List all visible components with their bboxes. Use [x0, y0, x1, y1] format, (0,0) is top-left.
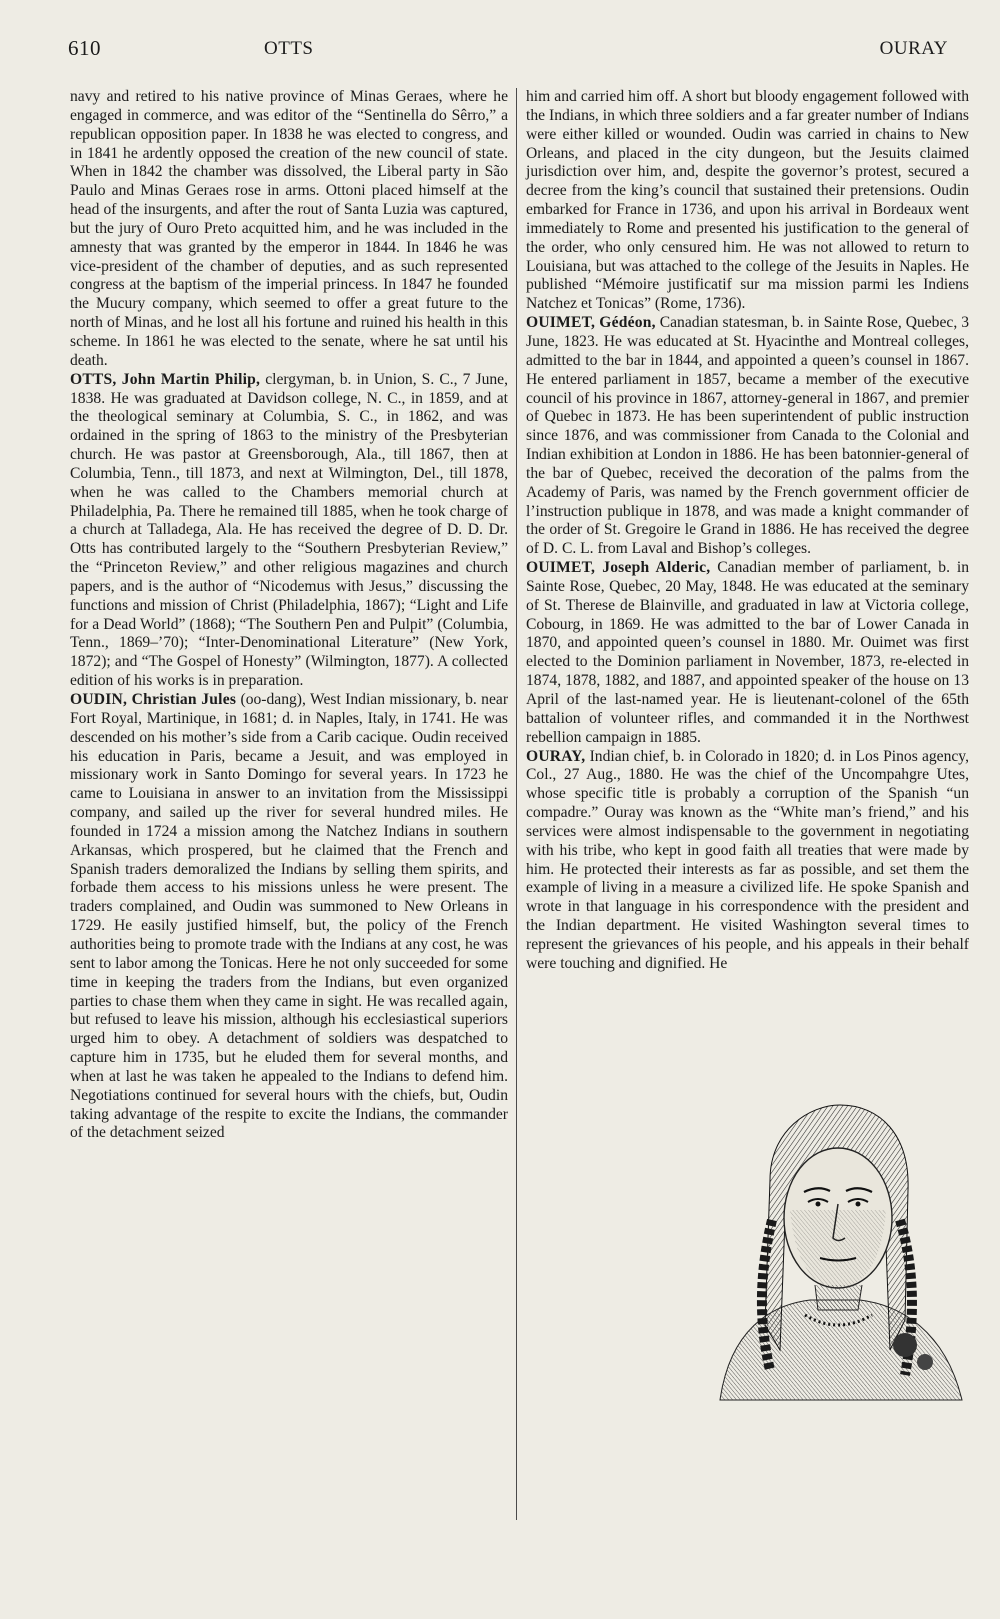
entry-oudin-continued: him and carried him off. A short but bloody engagement followed with the Indians, in which three soldiers and a far greater number of Indians were either killed or wounded. Oudin was carried in chains to New Orleans, and placed in the city dungeon, but the Jesuits claimed jurisdiction over him, and, despite the governor’s protest, secured a decree from the king’s council that sustained their pretensions. Oudin embarked for France in 1736, and upon his arrival in Bordeaux went immediately to Rome and presented his justification to the general of the order, who only censured him. He was not allowed to return to Louisiana, but was attached to the college of the Jesuits in Naples. He published “Mémoire justificatif sur ma mission parmi les Indiens Natchez et Tonicas” (Rome, 1736).	[526, 88, 969, 313]
entry-ottoni-continued: navy and retired to his native province of Minas Geraes, where he engaged in commerce, and was editor of the “Sentinella do Sêrro,” a republican opposition paper. In 1838 he was elected to congress, and in 1841 he ardently opposed the creation of the new council of state. When in 1842 the chamber was dissolved, the Liberal party in São Paulo and Minas Geraes rose in arms. Ottoni placed himself at the head of the insurgents, and after the rout of Santa Luzia was captured, but the jury of Ouro Preto acquitted him, and he was included in the amnesty that was granted by the emperor in 1844. In 1846 he was vice-president of the chamber of deputies, and as such represented congress at the baptism of the imperial princess. In 1847 he founded the Mucury company, which seemed to offer a great future to the north of Minas, and he lost all his fortune and ruined his health in this scheme. In 1861 he was elected to the senate, where he sat until his death.	[70, 88, 508, 369]
left-column	[70, 88, 508, 1143]
headword-ouimet-gedeon: OUIMET, Gédéon,	[526, 314, 656, 332]
headword-oudin: OUDIN, Christian Jules	[70, 691, 237, 708]
header-right-title: OURAY	[879, 38, 948, 59]
entry-ouray	[526, 748, 969, 974]
entry-otts	[70, 371, 508, 691]
entry-otts-body: clergyman, b. in Union, S. C., 7 June, 1838. He was graduated at Davidson college, N. C., in 1859, and at the theological seminary at Columbia, S. C., in 1862, and was ordained in the spring of 1863 to the ministry of the Presbyterian church. He was pastor at Greensborough, Ala., till 1867, then at Columbia, Tenn., till 1873, and next at Wilmington, Del., till 1878, when he was called to the Chambers memorial church at Philadelphia, Pa. There he remained till 1885, when he took charge of a church at Talladega, Ala. He has received the degree of D. D. Dr. Otts has contributed largely to the “Southern Presbyterian Review,” the “Princeton Review,” and other religious magazines and church papers, and is the author of “Nicodemus with Jesus,” discussing the functions and mission of Christ (Philadelphia, 1867); “Light and Life for a Dead World” (1868); “The Southern Pen and Pulpit” (Columbia, Tenn., 1869–’70); “Inter-Denominational Literature” (New York, 1872); and “The Gospel of Honesty” (Wilmington, 1877). A collected edition of his works is in preparation.	[70, 370, 508, 690]
running-header	[68, 36, 948, 66]
headword-otts: OTTS, John Martin Philip,	[70, 370, 261, 388]
entry-ouimet-joseph-body: Canadian member of parliament, b. in Sainte Rose, Quebec, 20 May, 1848. He was educated at the seminary of St. Therese de Blainville, and graduated in law at Victoria college, Cobourg, in 1869. He was admitted to the bar of Lower Canada in 1870, and appointed queen’s counsel in 1880. Mr. Ouimet was first elected to the Dominion parliament in November, 1873, re-elected in 1874, 1878, 1882, and 1887, and appointed speaker of the house on 13 April of the last-named year. He is lieutenant-colonel of the 65th battalion of volunteer rifles, and commanded it in the Northwest rebellion campaign in 1885.	[526, 559, 969, 746]
column-divider	[516, 88, 517, 1520]
entry-oudin	[70, 691, 508, 1143]
header-left-title: OTTS	[264, 38, 314, 59]
ouray-text-start: Indian chief, b. in Colorado in 1820; d. in Los Pinos agency, Col., 27 Aug., 1880. He was the chief of the Uncompahgre Utes, whose specific title is probably a corruption of the Spanish “un compadre.” Ouray was known as the “White man’s friend,” and his services were almost indispensable to the government in negotiating with his tribe, who kept in good faith all treaties that were made by him. He protected their interests as far as possible, and set them the example of living in a measure a civilized life. He spoke Spanish and wrote in that language in his correspondence with the president and the Indian department. He visited Washington several times to represent the grievances of his people, and his appeals in their behalf were touching and dignified. He	[526, 747, 969, 972]
entry-oudin-body: (oo-dang), West Indian missionary, b. near Fort Royal, Martinique, in 1681; d. in Naples, Italy, in 1741. He was descended on his mother’s side from a Carib cacique. Oudin received his education in Paris, became a Jesuit, and was employed in missionary work in Santo Domingo for several years. In 1723 he came to Louisiana in answer to an invitation from the Mississippi company, and sailed up the river for several hundred miles. He founded in 1724 a mission among the Natchez Indians in southern Arkansas, which prospered, but he claimed that the French and Spanish traders demoralized the Indians by selling them spirits, and forbade them access to his missions unless he were present. The traders complained, and Oudin was summoned to New Orleans in 1729. He easily justified himself, but, the policy of the French authorities being to promote trade with the Indians at any cost, he was sent to labor among the Tonicas. Here he not only succeeded for some time in keeping the traders from the Indians, but even organized parties to chase them when they came in sight. He was recalled again, but refused to leave his mission, although his ecclesiastical superiors urged him to obey. A detachment of soldiers was despatched to capture him in 1735, but he eluded them for several months, and when at last he was taken he appealed to the Indians to defend him. Negotiations continued for several hours with the chiefs, but, Oudin taking advantage of the respite to excite the Indians, the commander of the detachment seized	[70, 691, 509, 1142]
entry-ouimet-gedeon-body: Canadian statesman, b. in Sainte Rose, Quebec, 3 June, 1823. He was educated at St. Hyacinthe and Montreal colleges, admitted to the bar in 1844, and appointed a queen’s counsel in 1867. He entered parliament in 1857, became a member of the executive council of his province in 1867, attorney-general in 1867, and premier of Quebec in 1873. He has been superintendent of public instruction since 1876, and was commissioner from Canada to the Colonial and Indian exhibition at London in 1886. He has been batonnier-general of the bar of Quebec, received the decoration of the palms from the Academy of Paris, was named by the French government officier de l’instruction publique in 1878, and was made a knight commander of the order of St. Gregoire le Grand in 1886. He has received the degree of D. C. L. from Laval and Bishop’s colleges.	[526, 314, 969, 558]
headword-ouimet-joseph: OUIMET, Joseph Alderic,	[526, 559, 711, 577]
headword-ouray: OURAY,	[526, 747, 586, 765]
page-number: 610	[68, 36, 101, 60]
entry-ouimet-gedeon	[526, 314, 969, 559]
ouray-portrait	[700, 1100, 968, 1410]
entry-ouimet-joseph	[526, 559, 969, 747]
